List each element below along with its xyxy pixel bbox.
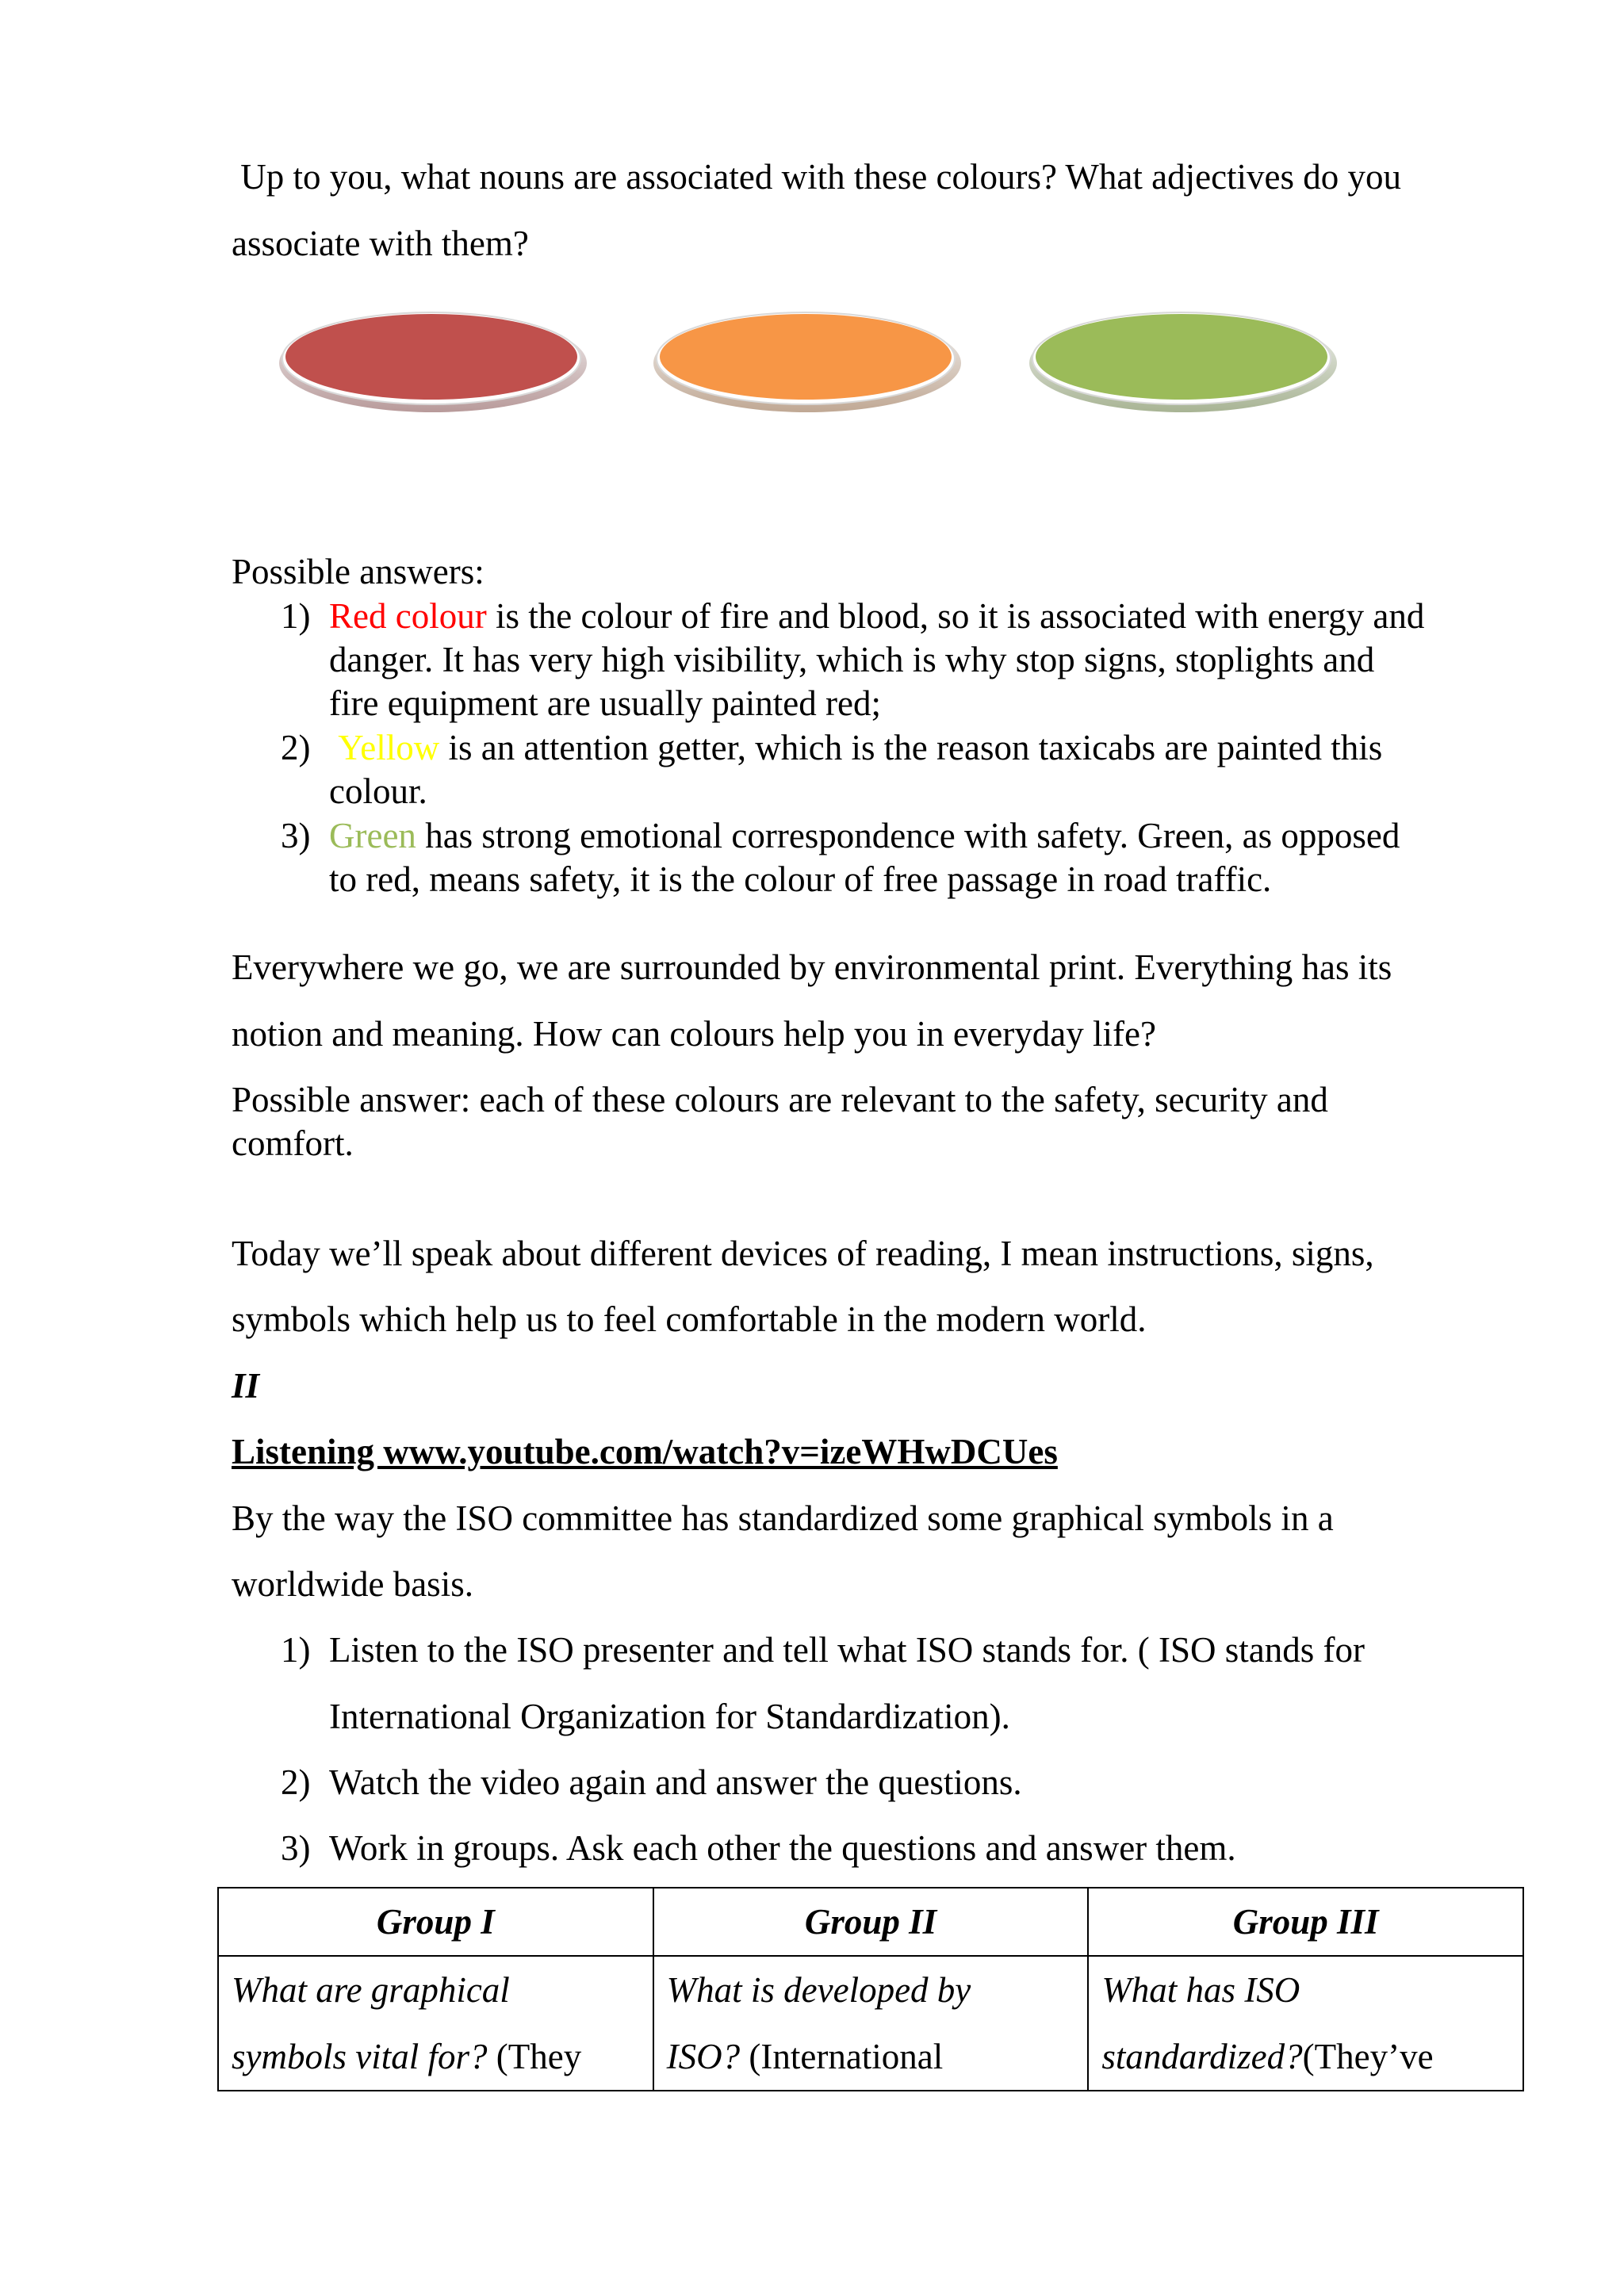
task-1-line-1: Listen to the ISO presenter and tell what ISO stands for. ( ISO stands for (329, 1630, 1365, 1670)
group-1-question-line-2: symbols vital for? (They (232, 2037, 582, 2076)
group-3-question-line-2: standardized?(They’ve (1101, 2037, 1434, 2076)
answer-1-line-2: danger. It has very high visibility, which is why stop signs, stoplights and (329, 640, 1375, 679)
table-header-row (218, 1888, 1523, 1956)
answer-3-line-2: to red, means safety, it is the colour of free passage in road traffic. (329, 859, 1272, 899)
yellow-colour-term: Yellow (338, 728, 440, 767)
group-3-question-line-1: What has ISO (1101, 1970, 1300, 2010)
iso-line-1: By the way the ISO committee has standardized some graphical symbols in a (232, 1498, 1334, 1538)
group-1-question-line-1: What are graphical (232, 1970, 510, 2010)
iso-line-2: worldwide basis. (232, 1564, 473, 1604)
listening-link[interactable]: Listening www.youtube.com/watch?v=izeWHwDCUes (232, 1432, 1058, 1471)
orange-ellipse (660, 314, 952, 400)
green-colour-term: Green (329, 816, 416, 855)
answer-3-number: 3) (281, 816, 311, 855)
groups-table (217, 1887, 1524, 2091)
task-1-line-2: International Organization for Standardization). (329, 1697, 1010, 1736)
group-2-question-line-2: ISO? (International (666, 2037, 944, 2076)
answer-2-line-1: Yellow is an attention getter, which is the reason taxicabs are painted this (338, 728, 1383, 767)
answer-2-line-2: colour. (329, 771, 427, 811)
header-group-1: Group I (218, 1888, 653, 1956)
task-2-number: 2) (281, 1762, 311, 1802)
environment-answer-line-2: comfort. (232, 1123, 354, 1163)
orange-colour-plate (652, 308, 969, 419)
red-colour-plate (278, 308, 595, 419)
today-line-2: symbols which help us to feel comfortable in the modern world. (232, 1299, 1147, 1339)
intro-line-1: Up to you, what nouns are associated with these colours? What adjectives do you (240, 157, 1402, 197)
group-2-cell (653, 1956, 1089, 2091)
today-line-1: Today we’ll speak about different devices of reading, I mean instructions, signs, (232, 1234, 1374, 1273)
red-ellipse (285, 314, 577, 400)
answer-3-line-1: Green has strong emotional correspondence with safety. Green, as opposed (329, 816, 1400, 855)
group-3-cell (1088, 1956, 1523, 2091)
section-number: II (232, 1366, 260, 1406)
group-1-cell (218, 1956, 653, 2091)
environment-line-2: notion and meaning. How can colours help you in everyday life? (232, 1014, 1156, 1054)
environment-answer-line-1: Possible answer: each of these colours are relevant to the safety, security and (232, 1080, 1328, 1119)
answer-1-line-1: Red colour is the colour of fire and blood, so it is associated with energy and (329, 596, 1425, 636)
intro-line-2: associate with them? (232, 224, 529, 263)
task-3-line-1: Work in groups. Ask each other the questions and answer them. (329, 1828, 1236, 1868)
task-2-line-1: Watch the video again and answer the questions. (329, 1762, 1022, 1802)
green-colour-plate (1028, 308, 1345, 419)
task-3-number: 3) (281, 1828, 311, 1868)
header-group-2: Group II (653, 1888, 1089, 1956)
environment-line-1: Everywhere we go, we are surrounded by environmental print. Everything has its (232, 947, 1392, 987)
answer-1-line-3: fire equipment are usually painted red; (329, 683, 881, 723)
answers-heading: Possible answers: (232, 552, 485, 591)
group-2-question-line-1: What is developed by (666, 1970, 971, 2010)
answer-2-number: 2) (281, 728, 311, 767)
answer-1-number: 1) (281, 596, 311, 636)
header-group-3: Group III (1088, 1888, 1523, 1956)
table-row (218, 1956, 1523, 2091)
task-1-number: 1) (281, 1630, 311, 1670)
red-colour-term: Red colour (329, 596, 487, 636)
green-ellipse (1036, 314, 1327, 400)
